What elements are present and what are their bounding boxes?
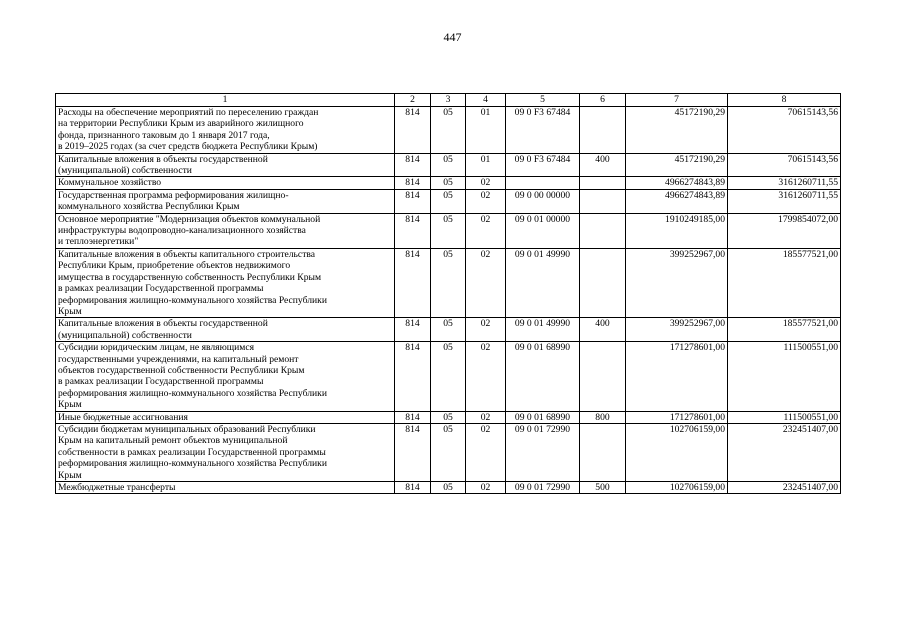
amount-col8-cell: 232451407,00 bbox=[728, 482, 841, 494]
section-code-cell: 05 bbox=[431, 248, 466, 317]
amount-col7-cell: 4966274843,89 bbox=[626, 177, 728, 189]
table-row bbox=[56, 423, 841, 481]
table-row bbox=[56, 189, 841, 213]
amount-col7-cell: 45172190,29 bbox=[626, 153, 728, 177]
row-name-cell: Коммунальное хозяйство bbox=[56, 177, 395, 189]
amount-col7-cell: 102706159,00 bbox=[626, 482, 728, 494]
expense-type-cell bbox=[580, 213, 626, 248]
row-name-cell: Межбюджетные трансферты bbox=[56, 482, 395, 494]
table-body bbox=[56, 107, 841, 494]
amount-col8-cell: 111500551,00 bbox=[728, 411, 841, 423]
row-name-cell: Капитальные вложения в объекты капитального строительства Республики Крым, приобретение объектов недвижимого имущества в государственную собственность Республики Крым в рамках реализации Государственной программы реформирования жилищно-коммунального хозяйства Республики Крым bbox=[56, 248, 395, 317]
target-article-cell: 09 0 01 00000 bbox=[506, 213, 580, 248]
table-row bbox=[56, 248, 841, 317]
amount-col7-cell: 171278601,00 bbox=[626, 411, 728, 423]
header-cell: 4 bbox=[466, 94, 506, 107]
gr-code-cell: 814 bbox=[395, 213, 431, 248]
expense-type-cell bbox=[580, 107, 626, 154]
header-cell: 2 bbox=[395, 94, 431, 107]
amount-col8-cell: 70615143,56 bbox=[728, 107, 841, 154]
expense-type-cell bbox=[580, 342, 626, 411]
gr-code-cell: 814 bbox=[395, 411, 431, 423]
expense-type-cell: 500 bbox=[580, 482, 626, 494]
section-code-cell: 05 bbox=[431, 107, 466, 154]
header-cell: 8 bbox=[728, 94, 841, 107]
header-cell: 5 bbox=[506, 94, 580, 107]
amount-col7-cell: 171278601,00 bbox=[626, 342, 728, 411]
subsection-code-cell: 02 bbox=[466, 411, 506, 423]
budget-table bbox=[55, 93, 841, 494]
table-row bbox=[56, 213, 841, 248]
table-row bbox=[56, 482, 841, 494]
target-article-cell: 09 0 00 00000 bbox=[506, 189, 580, 213]
gr-code-cell: 814 bbox=[395, 189, 431, 213]
section-code-cell: 05 bbox=[431, 482, 466, 494]
table-row bbox=[56, 177, 841, 189]
table-header-row bbox=[56, 94, 841, 107]
target-article-cell: 09 0 01 72990 bbox=[506, 423, 580, 481]
gr-code-cell: 814 bbox=[395, 318, 431, 342]
amount-col7-cell: 4966274843,89 bbox=[626, 189, 728, 213]
table-row bbox=[56, 107, 841, 154]
section-code-cell: 05 bbox=[431, 342, 466, 411]
expense-type-cell: 800 bbox=[580, 411, 626, 423]
amount-col7-cell: 45172190,29 bbox=[626, 107, 728, 154]
subsection-code-cell: 01 bbox=[466, 153, 506, 177]
target-article-cell: 09 0 01 72990 bbox=[506, 482, 580, 494]
target-article-cell: 09 0 01 68990 bbox=[506, 342, 580, 411]
gr-code-cell: 814 bbox=[395, 342, 431, 411]
table-row bbox=[56, 411, 841, 423]
row-name-cell: Капитальные вложения в объекты государственной (муниципальной) собственности bbox=[56, 318, 395, 342]
subsection-code-cell: 02 bbox=[466, 189, 506, 213]
row-name-cell: Субсидии бюджетам муниципальных образований Республики Крым на капитальный ремонт объектов муниципальной собственности в рамках реализации Государственной программы реформирования жилищно-коммунального хозяйства Республики Крым bbox=[56, 423, 395, 481]
header-cell: 7 bbox=[626, 94, 728, 107]
target-article-cell: 09 0 01 68990 bbox=[506, 411, 580, 423]
row-name-cell: Иные бюджетные ассигнования bbox=[56, 411, 395, 423]
expense-type-cell bbox=[580, 177, 626, 189]
expense-type-cell bbox=[580, 189, 626, 213]
amount-col8-cell: 3161260711,55 bbox=[728, 189, 841, 213]
amount-col7-cell: 102706159,00 bbox=[626, 423, 728, 481]
target-article-cell bbox=[506, 177, 580, 189]
header-cell: 3 bbox=[431, 94, 466, 107]
target-article-cell: 09 0 F3 67484 bbox=[506, 107, 580, 154]
amount-col7-cell: 1910249185,00 bbox=[626, 213, 728, 248]
gr-code-cell: 814 bbox=[395, 248, 431, 317]
row-name-cell: Основное мероприятие "Модернизация объектов коммунальной инфраструктуры водопроводно-канализационного хозяйства и теплоэнергетики" bbox=[56, 213, 395, 248]
header-cell: 6 bbox=[580, 94, 626, 107]
target-article-cell: 09 0 01 49990 bbox=[506, 248, 580, 317]
amount-col7-cell: 399252967,00 bbox=[626, 248, 728, 317]
subsection-code-cell: 02 bbox=[466, 177, 506, 189]
amount-col8-cell: 185577521,00 bbox=[728, 248, 841, 317]
subsection-code-cell: 02 bbox=[466, 482, 506, 494]
target-article-cell: 09 0 01 49990 bbox=[506, 318, 580, 342]
page-number: 447 bbox=[443, 30, 462, 44]
target-article-cell: 09 0 F3 67484 bbox=[506, 153, 580, 177]
subsection-code-cell: 02 bbox=[466, 318, 506, 342]
row-name-cell: Субсидии юридическим лицам, не являющимся государственными учреждениями, на капитальный ремонт объектов государственной собственности Республики Крым в рамках реализации Государственной программы реформирования жилищно-коммунального хозяйства Республики Крым bbox=[56, 342, 395, 411]
amount-col8-cell: 232451407,00 bbox=[728, 423, 841, 481]
section-code-cell: 05 bbox=[431, 153, 466, 177]
amount-col8-cell: 3161260711,55 bbox=[728, 177, 841, 189]
section-code-cell: 05 bbox=[431, 423, 466, 481]
row-name-cell: Капитальные вложения в объекты государственной (муниципальной) собственности bbox=[56, 153, 395, 177]
section-code-cell: 05 bbox=[431, 213, 466, 248]
subsection-code-cell: 02 bbox=[466, 213, 506, 248]
amount-col8-cell: 111500551,00 bbox=[728, 342, 841, 411]
amount-col8-cell: 1799854072,00 bbox=[728, 213, 841, 248]
expense-type-cell bbox=[580, 423, 626, 481]
gr-code-cell: 814 bbox=[395, 107, 431, 154]
subsection-code-cell: 01 bbox=[466, 107, 506, 154]
expense-type-cell: 400 bbox=[580, 318, 626, 342]
section-code-cell: 05 bbox=[431, 411, 466, 423]
section-code-cell: 05 bbox=[431, 189, 466, 213]
expense-type-cell: 400 bbox=[580, 153, 626, 177]
section-code-cell: 05 bbox=[431, 318, 466, 342]
subsection-code-cell: 02 bbox=[466, 248, 506, 317]
gr-code-cell: 814 bbox=[395, 153, 431, 177]
table-row bbox=[56, 342, 841, 411]
subsection-code-cell: 02 bbox=[466, 423, 506, 481]
table-row bbox=[56, 153, 841, 177]
gr-code-cell: 814 bbox=[395, 482, 431, 494]
section-code-cell: 05 bbox=[431, 177, 466, 189]
expense-type-cell bbox=[580, 248, 626, 317]
subsection-code-cell: 02 bbox=[466, 342, 506, 411]
gr-code-cell: 814 bbox=[395, 177, 431, 189]
amount-col8-cell: 185577521,00 bbox=[728, 318, 841, 342]
amount-col8-cell: 70615143,56 bbox=[728, 153, 841, 177]
row-name-cell: Государственная программа реформирования жилищно- коммунального хозяйства Республики Крым bbox=[56, 189, 395, 213]
gr-code-cell: 814 bbox=[395, 423, 431, 481]
table-row bbox=[56, 318, 841, 342]
amount-col7-cell: 399252967,00 bbox=[626, 318, 728, 342]
header-cell: 1 bbox=[56, 94, 395, 107]
row-name-cell: Расходы на обеспечение мероприятий по переселению граждан на территории Республики Крым из аварийного жилищного фонда, признанного таковым до 1 января 2017 года, в 2019–2025 годах (за счет средств бюджета Республики Крым) bbox=[56, 107, 395, 154]
